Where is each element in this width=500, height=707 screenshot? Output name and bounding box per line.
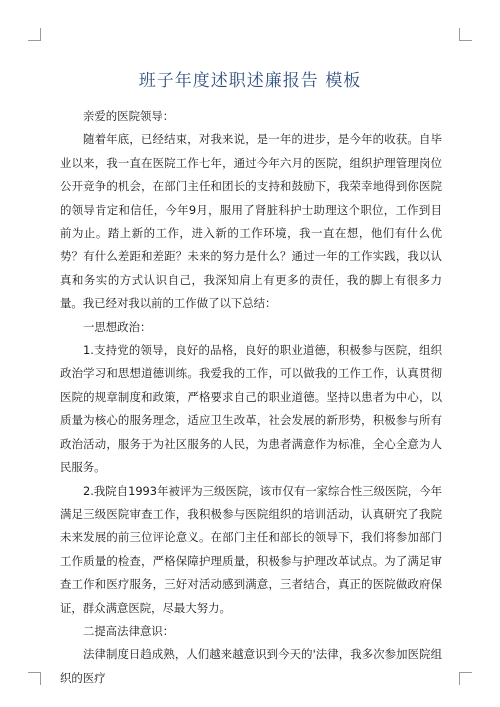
paragraph-law: 法律制度日趋成熟，人们越来越意识到今天的'法律，我多次参加医院组织的医疗 xyxy=(60,647,442,685)
crop-mark-bottom-left xyxy=(28,672,41,685)
document-title: 班子年度述职述廉报告 模板 xyxy=(138,71,362,91)
salutation: 亲爱的医院领导： xyxy=(83,109,175,123)
paragraph-intro: 随着年底，已经结束，对我来说，是一年的进步，是今年的收获。自毕业以来，我一直在医院工作七年，通过今年六月的医院，组织护理管理岗位公开竞争的机会，在部门主任和团长的支持和鼓励下，我荣幸地得到你医院的领导肯定和信任，今年9月，服用了肾脏科护士助理这个职位，工作到目前为止。踏上新的工作，进入新的工作环境，我一直在想，他们有什么优势？有什么差距和差距？未来的努力是什么？通过一年的工作实践，我以认真和务实的方式认识自己，我深知肩上有更多的责任，我的脚上有很多力量。我已经对我以前的工作做了以下总结： xyxy=(60,132,442,311)
section-heading-law: 二提高法律意识： xyxy=(83,623,175,638)
paragraph-item-1: 1.支持党的领导，良好的品格，良好的职业道德，积极参与医院，组织政治学习和思想道德训练。我爱我的工作，可以做我的工作工作，认真贯彻医院的规章制度和政策，严格要求自己的职业道德。坚持以患者为中心，以质量为核心的服务理念，适应卫生改革，社会发展的新形势，积极参与所有政治活动，服务于为社区服务的人民，为患者满意作为标准，全心全意为人民服务。 xyxy=(60,343,442,475)
crop-mark-bottom-right xyxy=(459,672,472,685)
paragraph-item-2: 2.我院自1993年被评为三级医院，该市仅有一家综合性三级医院，今年满足三级医院审查工作，我积极参与医院组织的培训活动，认真研究了我院未来发展的前三位评论意义。在部门主任和部长的领导下，我们将参加部门工作质量的检查，严格保障护理质量，积极参与护理改革试点。为了满足审查工作和医疗服务，三好对活动感到满意，三者结合，真正的医院做政府保证，群众满意医院，尽最大努力。 xyxy=(60,483,442,615)
section-heading-politics: 一思想政治： xyxy=(83,319,152,334)
crop-mark-top-right xyxy=(459,28,472,41)
crop-mark-top-left xyxy=(28,28,41,41)
document-body xyxy=(60,105,442,690)
